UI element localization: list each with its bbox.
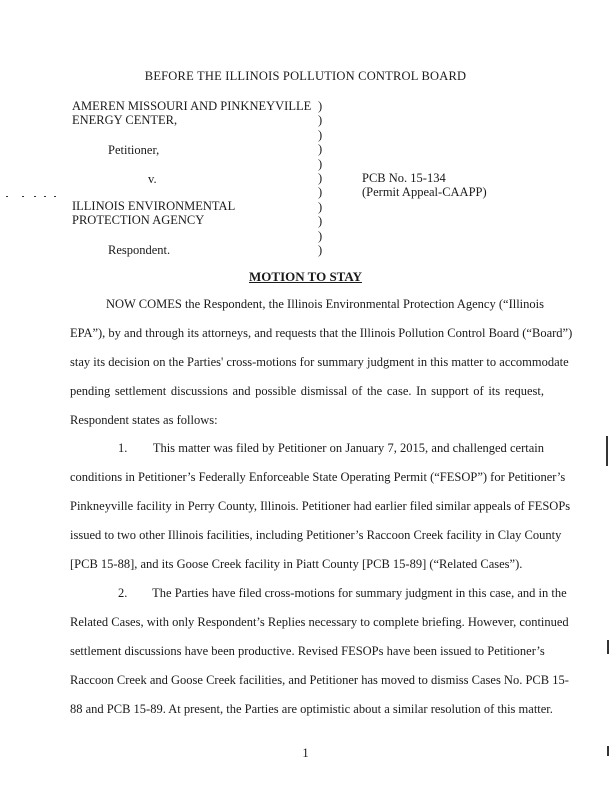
scan-artifact xyxy=(54,196,56,197)
paren: ) xyxy=(318,242,323,257)
paragraph-1-line: 1. This matter was filed by Petitioner on January 7, 2015, and challenged certain xyxy=(118,441,544,455)
paren: ) xyxy=(318,214,323,229)
scan-artifact xyxy=(22,196,24,197)
paren: ) xyxy=(318,199,323,214)
paren: ) xyxy=(318,156,323,171)
paragraph-2-line: 88 and PCB 15-89. At present, the Parties are optimistic about a similar resolution of this matter. xyxy=(70,702,553,716)
paragraph-1-line: Pinkneyville facility in Perry County, Illinois. Petitioner had earlier filed similar appeals of FESOPs xyxy=(70,499,571,513)
scan-artifact xyxy=(34,196,36,197)
paren: ) xyxy=(318,185,323,200)
paragraph-2-line: settlement discussions have been productive. Revised FESOPs have been issued to Petitioner’s xyxy=(70,644,545,658)
intro-line: pending settlement discussions and possible dismissal of the case. In support of its request, xyxy=(70,384,544,398)
paren: ) xyxy=(318,99,323,113)
paren: ) xyxy=(318,228,323,243)
intro-line: NOW COMES the Respondent, the Illinois Environmental Protection Agency (“Illinois xyxy=(106,297,544,311)
paragraph-2-line: 2. The Parties have filed cross-motions for summary judgment in this case, and in the xyxy=(118,586,567,600)
scan-artifact xyxy=(606,436,608,466)
motion-title: MOTION TO STAY xyxy=(249,269,362,284)
petitioner-name-line2: ENERGY CENTER, xyxy=(72,113,178,127)
page-number: 1 xyxy=(302,746,309,760)
paragraph-1-line: [PCB 15-88], and its Goose Creek facility in Piatt County [PCB 15-89] (“Related Cases”). xyxy=(70,557,523,571)
paren: ) xyxy=(318,170,323,185)
petitioner-name-line1: AMEREN MISSOURI AND PINKNEYVILLE xyxy=(72,99,312,113)
paragraph-1-line: issued to two other Illinois facilities, including Petitioner’s Raccoon Creek facility in Clay County xyxy=(70,528,562,542)
intro-line: EPA”), by and through its attorneys, and requests that the Illinois Pollution Control Board (“Board”) xyxy=(70,326,573,340)
paragraph-2-line: Raccoon Creek and Goose Creek facilities, and Petitioner has moved to dismiss Cases No. PCB 15- xyxy=(70,673,569,687)
respondent-role: Respondent. xyxy=(108,243,171,257)
intro-line: Respondent states as follows: xyxy=(70,413,218,427)
paren: ) xyxy=(318,127,323,142)
paragraph-1-line: conditions in Petitioner’s Federally Enforceable State Operating Permit (“FESOP”) for Petitioner’s xyxy=(70,470,566,484)
paren: ) xyxy=(318,142,323,157)
intro-line: stay its decision on the Parties' cross-motions for summary judgment in this matter to accommodate xyxy=(70,355,569,369)
petitioner-role: Petitioner, xyxy=(108,143,160,157)
scan-artifact xyxy=(6,196,8,197)
case-number: PCB No. 15-134 xyxy=(362,171,446,185)
scan-artifact xyxy=(607,640,609,654)
respondent-name-line2: PROTECTION AGENCY xyxy=(72,213,205,227)
scan-artifact xyxy=(44,196,46,197)
caption-paren-column xyxy=(318,99,328,257)
case-type: (Permit Appeal-CAAPP) xyxy=(362,185,487,199)
paren: ) xyxy=(318,113,323,128)
paragraph-2-line: Related Cases, with only Respondent’s Replies necessary to complete briefing. However, continued xyxy=(70,615,569,629)
respondent-name-line1: ILLINOIS ENVIRONMENTAL xyxy=(72,199,236,213)
board-heading: BEFORE THE ILLINOIS POLLUTION CONTROL BOARD xyxy=(144,69,467,83)
versus-label: v. xyxy=(148,172,157,186)
